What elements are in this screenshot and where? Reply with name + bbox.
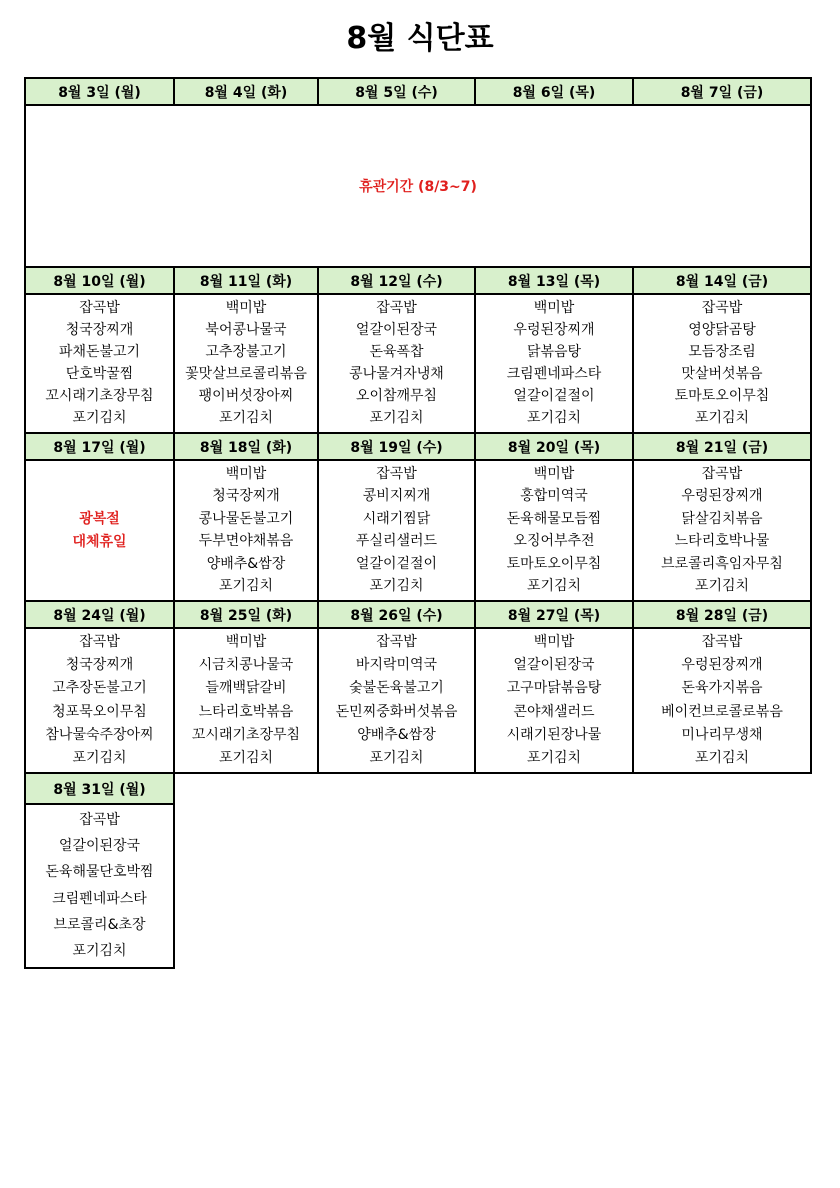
menu-item: 토마토오이무침 [674, 388, 770, 405]
menu-item: 얼갈이겉절이 [355, 555, 438, 572]
day-menu [317, 627, 476, 774]
menu-item: 포기김치 [694, 410, 750, 427]
menu-item: 백미밥 [533, 299, 575, 316]
menu-item: 얼갈이겉절이 [513, 388, 595, 405]
day-header: 8월 14일 (금) [632, 266, 812, 295]
menu-item: 숯불돈육불고기 [349, 680, 444, 697]
menu-item: 청국장찌개 [65, 657, 134, 674]
menu-item: 돈육가지볶음 [681, 680, 763, 697]
day-menu [474, 293, 634, 434]
page-title: 8월 식단표 [346, 21, 494, 56]
menu-item: 맛살버섯볶음 [681, 366, 763, 383]
menu-item: 양배추&쌈장 [357, 726, 436, 743]
day-header: 8월 24일 (월) [24, 600, 175, 629]
closure-notice-cell [24, 104, 812, 268]
day-header: 8월 27일 (목) [474, 600, 634, 629]
menu-item: 백미밥 [533, 465, 575, 482]
menu-item: 우렁된장찌개 [681, 657, 763, 674]
menu-item: 양배추&쌈장 [206, 555, 286, 572]
menu-item: 잡곡밥 [701, 634, 743, 651]
menu-item: 느타리호박나물 [674, 533, 770, 550]
menu-item: 미나리무생채 [681, 726, 763, 743]
holiday-label: 광복절 [79, 510, 120, 527]
day-header: 8월 5일 (수) [317, 77, 476, 106]
menu-item: 백미밥 [533, 634, 575, 651]
day-menu [317, 459, 476, 602]
menu-item: 우렁된장찌개 [513, 321, 595, 338]
menu-item: 브로콜리&초장 [53, 916, 146, 933]
day-menu [173, 293, 319, 434]
menu-item: 잡곡밥 [376, 634, 417, 651]
day-header: 8월 18일 (화) [173, 432, 319, 461]
menu-item: 팽이버섯장아찌 [198, 388, 294, 405]
menu-item: 참나물숙주장아찌 [45, 726, 154, 743]
menu-item: 청국장찌개 [212, 488, 280, 505]
menu-item: 포기김치 [369, 410, 424, 427]
menu-item: 포기김치 [369, 749, 424, 766]
menu-item: 닭볶음탕 [526, 343, 582, 360]
menu-item: 토마토오이무침 [506, 555, 602, 572]
menu-item: 얼갈이된장국 [355, 321, 438, 338]
menu-item: 백미밥 [225, 465, 267, 482]
menu-item: 오이참깨무침 [355, 388, 438, 405]
menu-item: 잡곡밥 [376, 299, 417, 316]
menu-item: 청국장찌개 [65, 321, 134, 338]
day-header: 8월 19일 (수) [317, 432, 476, 461]
menu-item: 영양닭곰탕 [688, 321, 756, 338]
day-header: 8월 26일 (수) [317, 600, 476, 629]
menu-item: 포기김치 [369, 578, 424, 595]
day-header: 8월 13일 (목) [474, 266, 634, 295]
menu-item: 크림펜네파스타 [52, 890, 147, 907]
day-header: 8월 21일 (금) [632, 432, 812, 461]
day-menu [632, 459, 812, 602]
day-menu [173, 627, 319, 774]
day-menu [24, 627, 175, 774]
day-menu [24, 293, 175, 434]
day-header: 8월 12일 (수) [317, 266, 476, 295]
menu-item: 잡곡밥 [701, 299, 743, 316]
menu-item: 포기김치 [218, 410, 274, 427]
menu-item: 시래기된장나물 [506, 726, 602, 743]
menu-item: 우렁된장찌개 [681, 488, 763, 505]
day-header: 8월 3일 (월) [24, 77, 175, 106]
menu-item: 브로콜리흑임자무침 [661, 555, 783, 572]
menu-item: 닭살김치볶음 [681, 510, 763, 527]
menu-item: 느타리호박볶음 [198, 703, 294, 720]
day-header: 8월 17일 (월) [24, 432, 175, 461]
day-menu [173, 459, 319, 602]
menu-item: 고구마닭볶음탕 [506, 680, 602, 697]
menu-item: 포기김치 [72, 943, 127, 960]
menu-item: 포기김치 [526, 749, 582, 766]
menu-item: 콩나물돈불고기 [198, 510, 294, 527]
menu-item: 포기김치 [694, 578, 750, 595]
menu-item: 북어콩나물국 [205, 321, 287, 338]
menu-item: 백미밥 [225, 634, 267, 651]
menu-item: 얼갈이된장국 [513, 657, 595, 674]
day-menu [474, 627, 634, 774]
day-header: 8월 7일 (금) [632, 77, 812, 106]
menu-item: 푸실리샐러드 [355, 533, 438, 550]
menu-item: 꼬시래기초장무침 [191, 726, 301, 743]
day-header: 8월 31일 (월) [24, 772, 175, 805]
closure-notice: 휴관기간 (8/3~7) [359, 179, 477, 195]
menu-item: 잡곡밥 [79, 811, 120, 828]
menu-item: 잡곡밥 [701, 465, 743, 482]
day-menu [632, 293, 812, 434]
menu-item: 콩나물겨자냉채 [349, 366, 444, 383]
menu-item: 홍합미역국 [520, 488, 588, 505]
menu-item: 바지락미역국 [355, 657, 438, 674]
menu-item: 돈육해물모듬찜 [506, 510, 602, 527]
menu-item: 오징어부추전 [513, 533, 595, 550]
menu-item: 시금치콩나물국 [198, 657, 294, 674]
menu-item: 포기김치 [526, 578, 582, 595]
menu-item: 포기김치 [526, 410, 582, 427]
day-header: 8월 4일 (화) [173, 77, 319, 106]
menu-item: 얼갈이된장국 [58, 837, 141, 854]
day-header: 8월 25일 (화) [173, 600, 319, 629]
menu-item: 고추장불고기 [205, 343, 287, 360]
menu-item: 포기김치 [694, 749, 750, 766]
menu-item: 꼬시래기초장무침 [45, 388, 154, 405]
menu-item: 포기김치 [72, 410, 127, 427]
menu-item: 단호박꿀찜 [65, 366, 134, 383]
day-menu [474, 459, 634, 602]
menu-item: 콩비지찌개 [362, 488, 431, 505]
menu-item: 콘야채샐러드 [513, 703, 595, 720]
menu-item: 잡곡밥 [376, 465, 417, 482]
day-header: 8월 11일 (화) [173, 266, 319, 295]
day-menu [632, 627, 812, 774]
day-menu [317, 293, 476, 434]
day-header: 8월 10일 (월) [24, 266, 175, 295]
menu-item: 고추장돈불고기 [52, 680, 147, 697]
menu-item: 잡곡밥 [79, 634, 120, 651]
holiday-cell [24, 459, 175, 602]
menu-item: 두부면야채볶음 [198, 533, 294, 550]
day-header: 8월 28일 (금) [632, 600, 812, 629]
menu-item: 포기김치 [218, 749, 274, 766]
menu-item: 파채돈불고기 [58, 343, 141, 360]
menu-item: 포기김치 [218, 578, 274, 595]
menu-item: 잡곡밥 [79, 299, 120, 316]
menu-item: 모듬장조림 [688, 343, 756, 360]
menu-item: 들깨백닭갈비 [205, 680, 287, 697]
day-header: 8월 20일 (목) [474, 432, 634, 461]
menu-item: 청포묵오이무침 [52, 703, 147, 720]
menu-item: 돈육해물단호박찜 [45, 864, 154, 881]
menu-item: 베이컨브로콜로볶음 [661, 703, 783, 720]
day-menu [24, 803, 175, 969]
menu-item: 돈민찌중화버섯볶음 [335, 703, 458, 720]
menu-item: 크림펜네파스타 [506, 366, 602, 383]
menu-item: 백미밥 [225, 299, 267, 316]
day-header: 8월 6일 (목) [474, 77, 634, 106]
menu-item: 꽃맛살브로콜리볶음 [185, 366, 307, 383]
holiday-label: 대체휴일 [72, 533, 127, 550]
menu-item: 포기김치 [72, 749, 127, 766]
menu-item: 돈육폭찹 [369, 343, 424, 360]
menu-item: 시래기찜닭 [362, 510, 431, 527]
